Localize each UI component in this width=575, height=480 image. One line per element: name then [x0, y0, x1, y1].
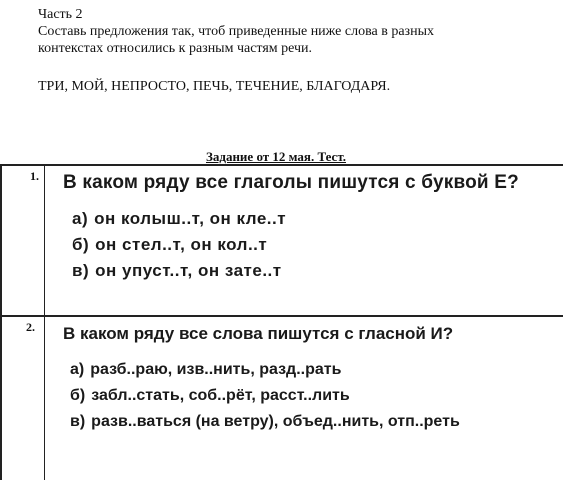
question-1-option-a	[72, 209, 286, 229]
table-left-border	[0, 164, 2, 480]
table-column-divider	[44, 164, 45, 480]
option-letter: а)	[72, 209, 89, 228]
question-1-number: 1.	[30, 169, 39, 183]
task-instructions	[38, 6, 558, 57]
table-top-border	[0, 164, 563, 166]
option-text: разб..раю, изв..нить, разд..рать	[90, 361, 342, 378]
option-text: он стел..т, он кол..т	[95, 235, 268, 254]
question-2-option-b	[70, 387, 350, 405]
question-2-option-c	[70, 413, 460, 431]
option-text: забл..стать, соб..рёт, расст..лить	[91, 387, 350, 404]
question-2-text: В каком ряду все слова пишутся с гласной И?	[63, 324, 454, 343]
table-row-divider	[0, 315, 563, 317]
option-letter: в)	[70, 413, 86, 430]
question-2-option-a	[70, 361, 341, 379]
question-1-text: В каком ряду все глаголы пишутся с буквой Е?	[63, 172, 519, 193]
option-letter: б)	[72, 235, 90, 254]
question-1-option-b	[72, 235, 267, 255]
question-2-number: 2.	[26, 320, 35, 334]
part-heading: Часть 2	[38, 7, 83, 22]
option-text: разв..ваться (на ветру), объед..нить, отп..реть	[91, 413, 460, 430]
instruction-line-2: контекстах относились к разным частям речи.	[38, 41, 313, 56]
instruction-line-1: Составь предложения так, чтоб приведенные ниже слова в разных	[38, 24, 434, 39]
option-text: он упуст..т, он зате..т	[95, 261, 282, 280]
option-letter: б)	[70, 387, 86, 404]
question-1-option-c	[72, 261, 282, 281]
test-title: Задание от 12 мая. Тест.	[206, 149, 346, 164]
word-list: ТРИ, МОЙ, НЕПРОСТО, ПЕЧЬ, ТЕЧЕНИЕ, БЛАГОДАРЯ.	[38, 79, 391, 94]
option-text: он колыш..т, он кле..т	[94, 209, 287, 228]
option-letter: а)	[70, 361, 85, 378]
option-letter: в)	[72, 261, 90, 280]
